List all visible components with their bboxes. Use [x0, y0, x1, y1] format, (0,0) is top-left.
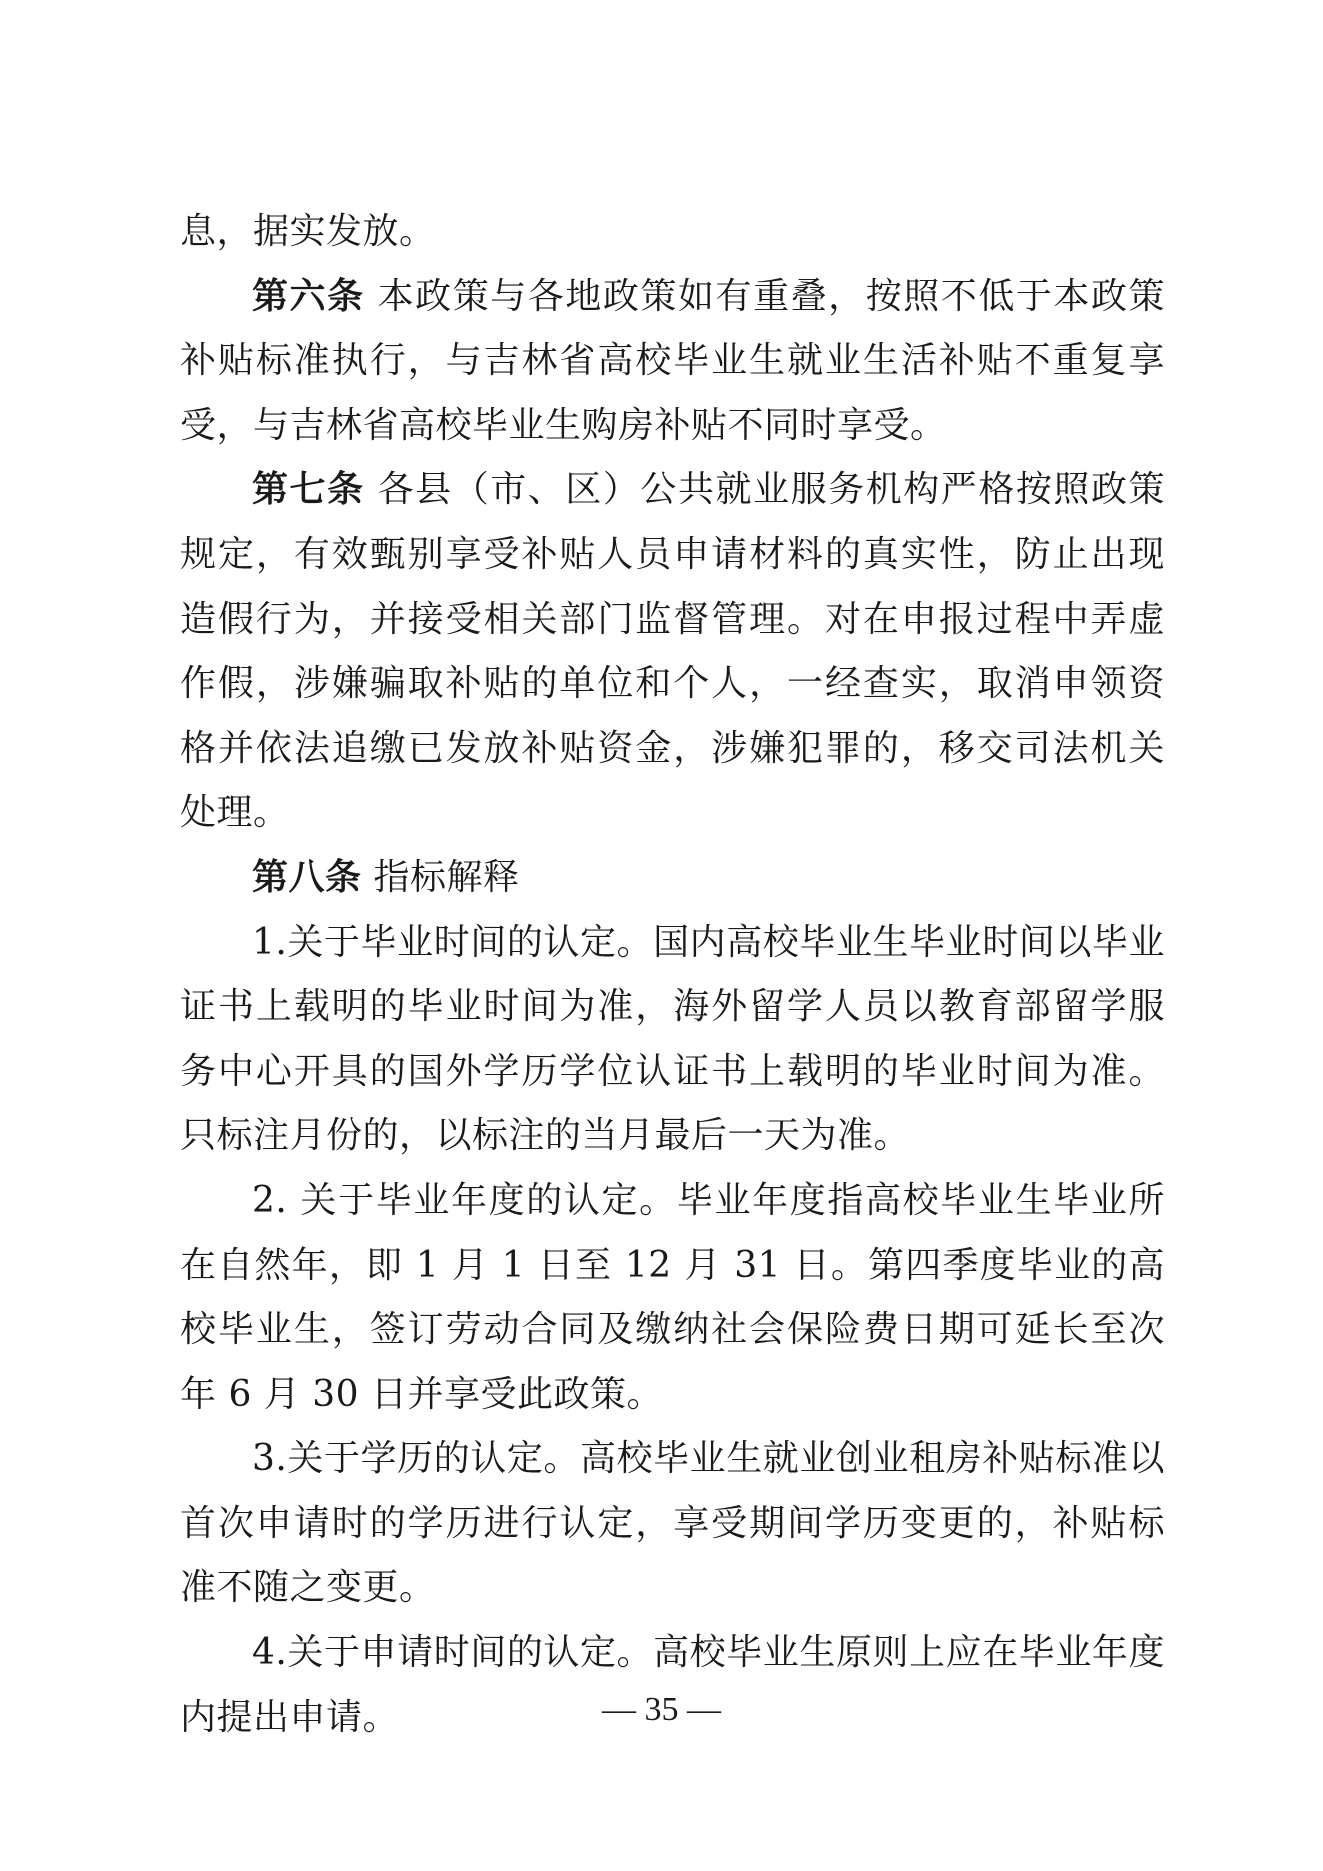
definition-text: 1.关于毕业时间的认定。国内高校毕业生毕业时间以毕业证书上载明的毕业时间为准，海外留学人员以教育部留学服务中心开具的国外学历学位认证书上载明的毕业时间为准。只标注月份的，以标注的当月最后一天为准。	[180, 921, 1165, 1157]
article-text: 各县（市、区）公共就业服务机构严格按照政策规定，有效甄别享受补贴人员申请材料的真实性，防止出现造假行为，并接受相关部门监督管理。对在申报过程中弄虚作假，涉嫌骗取补贴的单位和个人，一经查实，取消申领资格并依法追缴已发放补贴资金，涉嫌犯罪的，移交司法机关处理。	[180, 469, 1165, 834]
article-heading: 第六条	[252, 275, 365, 317]
definition-text: 4.关于申请时间的认定。高校毕业生原则上应在毕业年度内提出申请。	[180, 1632, 1165, 1738]
article-text: 指标解释	[373, 856, 520, 898]
paragraph-text: 息，据实发放。	[180, 211, 436, 252]
definition-text: 2. 关于毕业年度的认定。毕业年度指高校毕业生毕业所在自然年，即 1 月 1 日至 12 月 31 日。第四季度毕业的高校毕业生，签订劳动合同及缴纳社会保险费日期可延长至次年 6 月 30 日并享受此政策。	[180, 1179, 1165, 1415]
definition-item-2	[180, 1169, 1165, 1427]
article-heading: 第七条	[252, 469, 365, 511]
article-text: 本政策与各地政策如有重叠，按照不低于本政策补贴标准执行，与吉林省高校毕业生就业生活补贴不重复享受，与吉林省高校毕业生购房补贴不同时享受。	[180, 275, 1165, 446]
article-heading: 第八条	[252, 856, 362, 898]
paragraph-continuation	[180, 200, 1165, 265]
article-7	[180, 458, 1165, 846]
document-body	[180, 200, 1165, 1750]
article-8	[180, 846, 1165, 911]
definition-item-1	[180, 911, 1165, 1169]
page-number: — 35 —	[602, 1691, 721, 1728]
definition-item-4	[180, 1621, 1165, 1750]
definition-item-3	[180, 1427, 1165, 1621]
definition-text: 3.关于学历的认定。高校毕业生就业创业租房补贴标准以首次申请时的学历进行认定，享受期间学历变更的，补贴标准不随之变更。	[180, 1438, 1165, 1609]
article-6	[180, 265, 1165, 459]
